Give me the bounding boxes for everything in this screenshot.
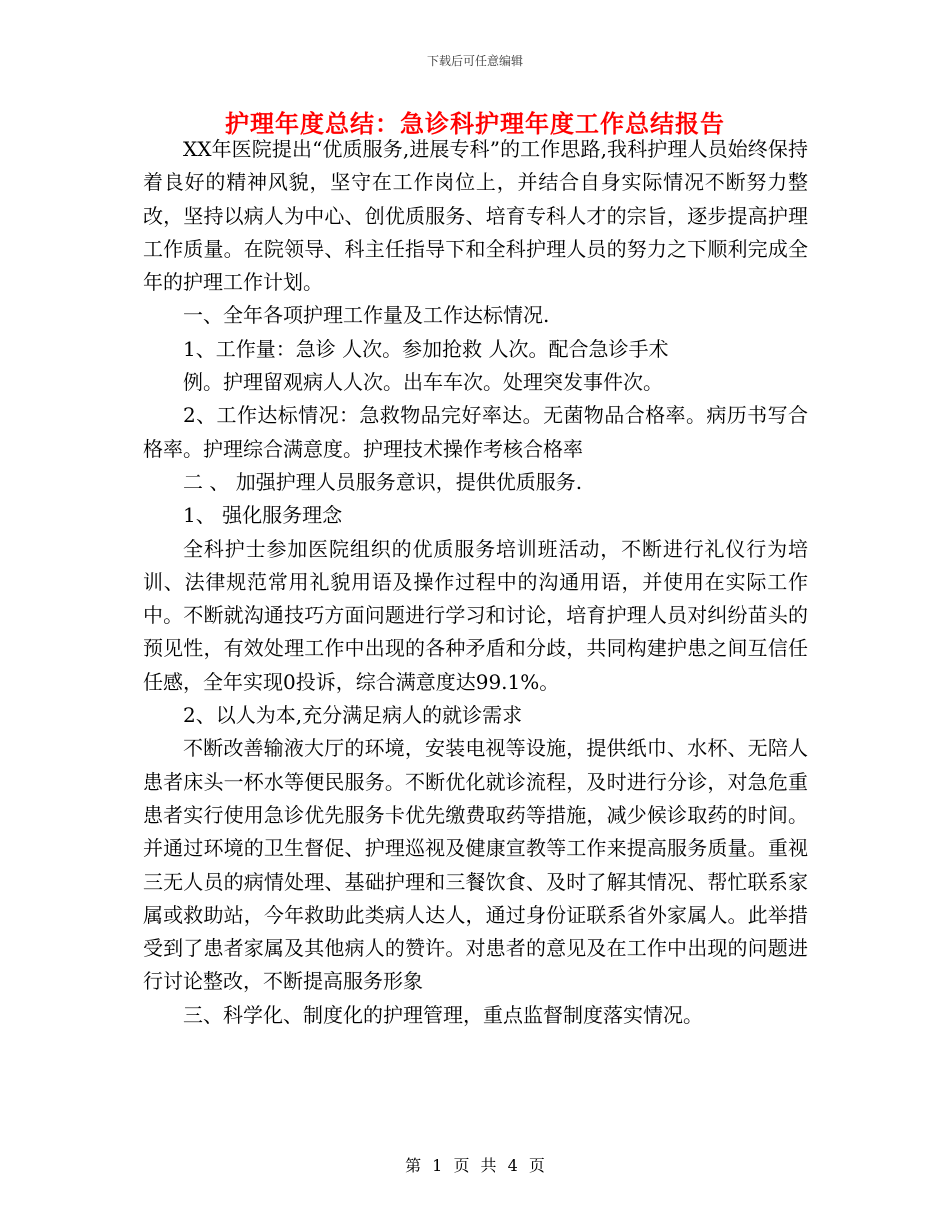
paragraph-intro: XX年医院提出“优质服务,进展专科”的工作思路,我科护理人员始终保持着良好的精神风貌，坚守在工作岗位上，并结合自身实际情况不断努力整改，坚持以病人为中心、创优质服务、培育专科人才的宗旨，逐步提高护理工作质量。在院领导、科主任指导下和全科护理人员的努力之下顺利完成全年的护理工作计划。 xyxy=(143,137,808,295)
document-title: 护理年度总结：急诊科护理年度工作总结报告 xyxy=(225,109,725,138)
page-number-footer: 第 1 页 共 4 页 xyxy=(405,1156,545,1175)
paragraph-workload-cont: 例。护理留观病人人次。出车车次。处理突发事件次。 xyxy=(183,370,663,395)
subheading-patient-needs: 2、以人为本,充分满足病人的就诊需求 xyxy=(183,703,523,728)
paragraph-training: 全科护士参加医院组织的优质服务培训班活动，不断进行礼仪行为培训、法律规范常用礼貌用语及操作过程中的沟通用语，并使用在实际工作中。不断就沟通技巧方面问题进行学习和讨论，培育护理人员对纠纷苗头的预见性，有效处理工作中出现的各种矛盾和分歧，共同构建护患之间互信任任感，全年实现0投诉，综合满意度达99.1%。 xyxy=(143,536,808,694)
paragraph-environment: 不断改善输液大厅的环境，安装电视等设施，提供纸巾、水杯、无陪人患者床头一杯水等便民服务。不断优化就诊流程，及时进行分诊，对急危重患者实行使用急诊优先服务卡优先缴费取药等措施，减少候诊取药的时间。并通过环境的卫生督促、护理巡视及健康宣教等工作来提高服务质量。重视三无人员的病情处理、基础护理和三餐饮食、及时了解其情况、帮忙联系家属或救助站，今年救助此类病人达人，通过身份证联系省外家属人。此举措受到了患者家属及其他病人的赞许。对患者的意见及在工作中出现的问题进行讨论整改，不断提高服务形象 xyxy=(143,736,808,994)
page-header-note: 下载后可任意编辑 xyxy=(426,54,523,68)
subheading-service-concept: 1、 强化服务理念 xyxy=(183,503,343,528)
document-body xyxy=(143,133,808,1032)
section-heading-3: 三、科学化、制度化的护理管理，重点监督制度落实情况。 xyxy=(183,1002,703,1027)
paragraph-standards: 2、工作达标情况：急救物品完好率达。无菌物品合格率。病历书写合格率。护理综合满意度。护理技术操作考核合格率 xyxy=(143,403,808,461)
paragraph-workload: 1、工作量：急诊 人次。参加抢救 人次。配合急诊手术 xyxy=(183,336,669,361)
section-heading-2: 二 、 加强护理人员服务意识，提供优质服务. xyxy=(183,469,583,494)
section-heading-1: 一、全年各项护理工作量及工作达标情况. xyxy=(183,303,550,328)
